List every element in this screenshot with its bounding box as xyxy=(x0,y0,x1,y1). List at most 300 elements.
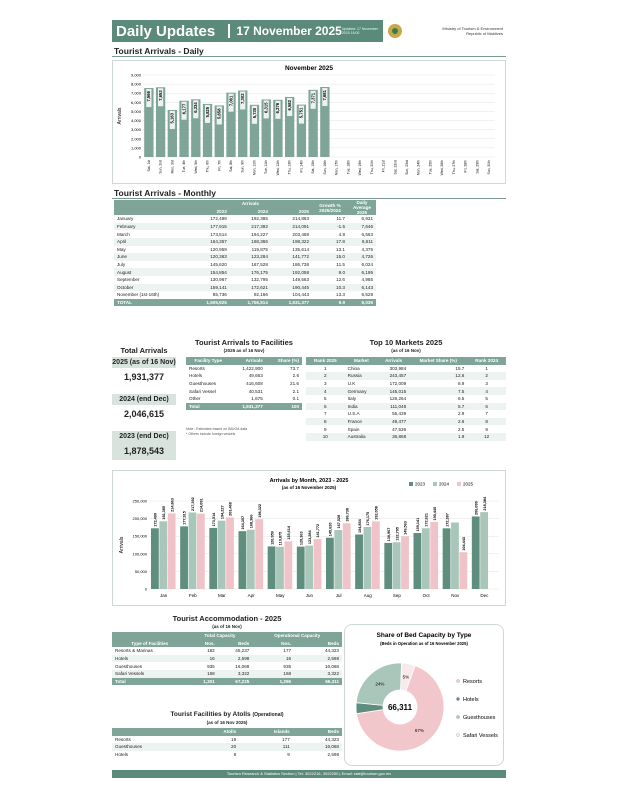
table-cell: 145,620 xyxy=(210,262,227,268)
table-cell: 6,195 xyxy=(348,268,376,276)
table-cell: 3,322 xyxy=(218,670,253,678)
data-label: 5,658 xyxy=(216,108,222,119)
table-cell: 7 xyxy=(324,411,327,417)
table-cell: 172,009 xyxy=(389,381,407,387)
table-row xyxy=(114,215,376,223)
column-header: Nos. xyxy=(252,640,294,648)
table-row xyxy=(306,395,506,403)
table-cell: 8 xyxy=(233,752,237,758)
legend-label: Guesthouses xyxy=(463,715,496,721)
monthly-chart-box xyxy=(112,470,506,606)
table-cell: 119,875 xyxy=(251,246,268,252)
x-tick-label: Sat, 15th xyxy=(311,160,316,174)
accom-title: Tourist Accommodation - 2025 xyxy=(172,614,282,623)
table-cell: 19 xyxy=(231,736,237,742)
total-label: TOTAL xyxy=(114,299,189,307)
column-header xyxy=(112,728,193,736)
table-cell: 2.1 xyxy=(292,388,299,394)
table-cell: 111 xyxy=(239,743,293,751)
market-name: China xyxy=(347,365,360,371)
table-cell: 192,058 xyxy=(271,268,312,276)
bar xyxy=(209,528,217,589)
year-header: 2023 xyxy=(189,208,230,216)
table-cell: 111,048 xyxy=(378,403,409,411)
data-label: 141,772 xyxy=(316,523,321,538)
table-cell: 172,499 xyxy=(210,216,227,222)
table-cell: 159,141 xyxy=(189,284,230,292)
chart-title: Share of Bed Capacity by Type xyxy=(376,632,472,639)
total-cell: 1,296 xyxy=(252,678,294,686)
data-label: 7,681 xyxy=(322,90,328,101)
y-tick-label: 0 xyxy=(144,586,147,592)
month-label: March xyxy=(117,231,130,237)
total-cell: 1,301 xyxy=(188,678,218,686)
x-tick-label: Fri, 7th xyxy=(217,160,222,171)
atolls-title-text: Tourist Facilities by Atolls xyxy=(170,711,251,718)
x-tick-label: Sun, 30th xyxy=(487,160,492,175)
table-row xyxy=(114,268,376,276)
facility-label: Safari Vessels xyxy=(112,670,188,678)
y-tick-label: 7,000 xyxy=(130,90,141,96)
table-cell: 4,726 xyxy=(348,253,376,261)
data-label: 7,566 xyxy=(146,91,152,102)
updated-note: Updated: 17 November 2025 16:00 xyxy=(341,27,379,35)
table-cell: 16 xyxy=(252,655,294,663)
x-tick-label: Sat, 8th xyxy=(229,160,233,172)
total-cell: 1,605,925 xyxy=(189,299,230,307)
total-cell: 6,036 xyxy=(348,299,376,307)
table-row xyxy=(114,238,376,246)
data-label: 206,099 xyxy=(474,501,479,515)
bar xyxy=(393,542,401,589)
facility-label: Hotels xyxy=(112,655,188,663)
accom-subtitle: (as of 16 Nov) xyxy=(212,624,242,629)
table-row xyxy=(114,261,376,269)
table-row xyxy=(306,387,506,395)
table-cell: 164,357 xyxy=(189,238,230,246)
table-row xyxy=(112,743,342,751)
bar xyxy=(180,526,188,589)
y-tick-label: 100,000 xyxy=(132,551,147,557)
bar xyxy=(414,533,422,589)
table-cell: 4 xyxy=(467,387,506,395)
monthly-section-title: Tourist Arrivals - Monthly xyxy=(114,188,217,198)
slice-label: 5% xyxy=(402,674,410,680)
data-label: 172,499 xyxy=(153,513,158,527)
monthly-total-row xyxy=(114,299,376,307)
column-header: Type of Facilities xyxy=(112,640,188,648)
pie-center-value: 66,311 xyxy=(387,703,413,712)
table-cell: 55,439 xyxy=(392,411,407,417)
facility-label: Guesthouses xyxy=(189,381,217,387)
column-header: Rank 2025 xyxy=(306,357,345,365)
table-row xyxy=(114,246,376,254)
table-cell: 416,608 xyxy=(246,381,263,387)
y-tick-label: 1,000 xyxy=(130,145,141,151)
data-label: 168,366 xyxy=(249,514,254,529)
data-label: 7,302 xyxy=(240,93,246,104)
data-label: 6,582 xyxy=(286,100,292,111)
data-label: 5,825 xyxy=(204,106,210,118)
table-cell: 243,457 xyxy=(378,372,409,380)
bar xyxy=(401,536,409,589)
table-row xyxy=(112,670,342,678)
table-cell: 8 xyxy=(306,418,345,426)
table-cell: 15.0 xyxy=(312,253,348,261)
month-label: January xyxy=(117,216,134,222)
table-cell: 3 xyxy=(324,381,327,387)
table-cell: 45,237 xyxy=(235,648,250,654)
table-cell: 20 xyxy=(193,743,239,751)
kpi-value: 1,878,543 xyxy=(112,442,176,460)
table-cell: 12 xyxy=(467,433,506,441)
data-label: 7,653 xyxy=(157,90,163,101)
table-cell: 6,528 xyxy=(361,292,373,298)
facilities-header-row xyxy=(186,357,302,365)
table-cell: 172,621 xyxy=(230,284,271,292)
x-tick-label: Mar xyxy=(218,593,226,598)
column-header: Share (%) xyxy=(266,357,302,365)
arrivals-group-header: Arrivals xyxy=(189,200,312,208)
month-label: November (1st-16th) xyxy=(117,292,160,298)
table-cell: 126,264 xyxy=(389,396,407,402)
markets-table xyxy=(306,357,506,441)
table-cell: 2 xyxy=(306,372,345,380)
facility-label: Safari Vessel xyxy=(189,388,216,394)
total-cell: 1,931,377 xyxy=(231,403,266,411)
x-tick-label: Jun xyxy=(305,593,314,598)
monthly-chart xyxy=(113,471,505,605)
table-cell: 13.3 xyxy=(336,292,345,298)
table-cell: 13.1 xyxy=(336,246,345,252)
bar xyxy=(268,546,276,589)
table-cell: 85,736 xyxy=(212,292,227,298)
data-label: 123,284 xyxy=(307,530,312,545)
report-date: 17 November 2025 xyxy=(236,24,342,38)
table-row xyxy=(306,365,506,373)
facilities-total-row xyxy=(186,403,302,411)
x-tick-label: Mon, 24th xyxy=(416,160,421,176)
markets-subtitle: (as of 16 Nov) xyxy=(391,348,421,353)
x-tick-label: Sat, 1st xyxy=(146,160,151,172)
total-cell: 9.9 xyxy=(312,299,348,307)
table-cell: 177 xyxy=(282,736,290,742)
x-tick-label: Jan xyxy=(159,593,168,598)
facilities-note-2: * Others include foreign vessels xyxy=(186,432,236,436)
table-cell: 132,795 xyxy=(251,277,268,283)
table-cell: 168,366 xyxy=(230,238,271,246)
column-header: Arrivals xyxy=(378,357,409,365)
bar xyxy=(226,517,234,589)
data-label: 120,959 xyxy=(270,531,275,545)
column-header: Nos. xyxy=(188,640,218,648)
table-cell: 16,068 xyxy=(235,663,250,669)
month-label: August xyxy=(114,268,189,276)
x-tick-label: Tue, 4th xyxy=(182,160,187,173)
y-tick-label: 4,000 xyxy=(130,118,141,124)
table-cell: 6,611 xyxy=(348,238,376,246)
growth-header: Growth % 2025/2024 xyxy=(312,200,348,215)
table-cell: 2.6 xyxy=(292,373,299,379)
y-axis-label: Arrivals xyxy=(119,536,125,554)
kpi-value: 1,931,377 xyxy=(123,372,165,382)
table-cell: 47,536 xyxy=(392,426,407,432)
x-tick-label: Jul xyxy=(335,593,342,598)
legend-swatch xyxy=(409,482,413,486)
table-cell: 0.1 xyxy=(292,396,299,402)
table-cell: 49,663 xyxy=(248,373,263,379)
table-cell: 21.6 xyxy=(290,381,299,387)
market-name: Germany xyxy=(345,387,378,395)
table-cell: 168 xyxy=(188,670,218,678)
table-cell: 141,772 xyxy=(271,253,312,261)
ministry-name: Ministry of Tourism & Environment xyxy=(442,25,503,31)
column-header: Facility Type xyxy=(186,357,231,365)
legend-label: 2024 xyxy=(439,481,450,487)
total-cell: 100 xyxy=(266,403,302,411)
legend-label: 2023 xyxy=(415,481,426,487)
country-name: Republic of Maldives xyxy=(466,31,503,36)
table-cell: 16,068 xyxy=(324,663,339,669)
total-label: Total xyxy=(186,403,231,411)
chart-title: Arrivals by Month, 2023 - 2025 xyxy=(269,478,349,484)
table-cell: 123,284 xyxy=(230,253,271,261)
bar xyxy=(197,514,205,589)
slice-label: 67% xyxy=(414,728,424,734)
table-cell: 168 xyxy=(252,670,294,678)
x-tick-label: Apr xyxy=(247,593,255,598)
legend-label: Resorts xyxy=(463,679,482,685)
table-cell: 7 xyxy=(485,411,488,417)
table-cell: 73.7 xyxy=(290,365,299,371)
bar xyxy=(305,546,313,589)
bar xyxy=(297,547,305,589)
data-label: 218,384 xyxy=(482,496,487,511)
bar xyxy=(151,528,159,589)
table-cell: 12.6 xyxy=(409,372,467,380)
facility-label: Other xyxy=(189,396,201,402)
market-name: Italy xyxy=(347,396,357,402)
bar xyxy=(276,547,284,589)
slice-label: 24% xyxy=(375,681,385,687)
table-cell: 10.3 xyxy=(312,284,348,292)
facility-label: Hotels xyxy=(115,752,129,758)
data-label: 6,276 xyxy=(275,102,281,114)
table-cell: 167,528 xyxy=(251,262,268,268)
x-tick-label: Nov xyxy=(451,593,460,598)
table-cell: 203,468 xyxy=(292,231,309,237)
x-tick-label: Wed, 26th xyxy=(440,160,445,176)
legend-label: Hotels xyxy=(463,697,479,703)
atolls-subtitle: (as of 16 Nov 2025) xyxy=(206,720,248,725)
data-label: 132,795 xyxy=(395,527,400,541)
table-row xyxy=(306,403,506,411)
table-cell: 6,563 xyxy=(361,231,373,237)
table-row xyxy=(186,387,302,395)
x-tick-label: Sat, 22nd xyxy=(393,160,398,175)
data-label: 173,514 xyxy=(211,512,216,527)
accom-table xyxy=(112,632,342,685)
column-header: Beds xyxy=(218,640,253,648)
facilities-title: Tourist Arrivals to Facilities xyxy=(195,338,293,347)
table-cell: 173,514 xyxy=(210,231,227,237)
bar xyxy=(343,523,351,589)
total-label: Total xyxy=(112,678,188,686)
accom-total-row xyxy=(112,678,342,686)
markets-title: Top 10 Markets 2025 xyxy=(369,338,443,347)
table-cell: 198,322 xyxy=(271,238,312,246)
data-label: 190,445 xyxy=(432,506,437,521)
x-tick-label: Fri, 14th xyxy=(299,160,304,173)
x-tick-label: Dec xyxy=(480,593,489,598)
table-row xyxy=(306,418,506,426)
table-cell: 7,646 xyxy=(348,223,376,231)
y-tick-label: 3,000 xyxy=(130,127,141,133)
bar xyxy=(314,539,322,589)
atolls-header-row xyxy=(112,728,342,736)
table-cell: 10 xyxy=(306,433,345,441)
column-header: Islands xyxy=(239,728,293,736)
data-label: 7,371 xyxy=(310,92,316,104)
x-tick-label: Feb xyxy=(188,593,197,598)
table-cell: 9 xyxy=(485,426,488,432)
daily-rule xyxy=(112,56,506,57)
bar xyxy=(355,534,363,589)
table-cell: 6.5 xyxy=(457,396,465,402)
table-cell: 1 xyxy=(324,365,327,371)
month-col xyxy=(114,200,189,208)
x-tick-label: Tue, 18th xyxy=(346,160,351,175)
kpi-value: 2,046,615 xyxy=(123,409,165,419)
table-cell: 36,868 xyxy=(378,433,409,441)
column-header: Market xyxy=(345,357,378,365)
x-tick-label: Fri, 21st xyxy=(381,160,386,173)
data-label: 172,621 xyxy=(424,513,429,527)
data-label: 154,854 xyxy=(357,519,362,533)
bar xyxy=(459,552,467,589)
table-cell: 6,143 xyxy=(348,284,376,292)
legend-dot xyxy=(456,679,459,682)
x-tick-label: Sep xyxy=(392,593,401,598)
y-axis-label: Arrivals xyxy=(117,107,123,125)
table-cell: 935 xyxy=(207,663,215,669)
data-label: 176,175 xyxy=(366,511,371,526)
table-row xyxy=(114,291,376,299)
table-cell: 6 xyxy=(306,403,345,411)
table-row xyxy=(114,223,376,231)
table-cell: 120,363 xyxy=(189,253,230,261)
table-cell: 40,531 xyxy=(248,388,263,394)
market-name: Spain xyxy=(347,426,360,432)
legend-dot xyxy=(456,697,459,700)
bar xyxy=(159,521,167,589)
page-title: Daily Updates xyxy=(116,22,216,40)
table-cell: 1,422,900 xyxy=(242,365,263,371)
table-cell: 11.7 xyxy=(336,216,345,222)
bar xyxy=(168,513,176,589)
table-row xyxy=(114,253,376,261)
header-divider xyxy=(228,24,230,38)
chart-subtitle: (Beds in Operation as of 16 November 2025) xyxy=(380,641,468,646)
ministry-block xyxy=(383,20,506,42)
table-row xyxy=(112,736,342,744)
table-cell: 935 xyxy=(283,663,292,669)
y-tick-label: 2,000 xyxy=(130,136,141,142)
year-header: 2024 xyxy=(230,208,271,216)
month-label: February xyxy=(114,223,189,231)
table-row xyxy=(306,425,506,433)
y-tick-label: 250,000 xyxy=(132,498,147,504)
data-label: 5,751 xyxy=(298,107,304,119)
table-cell: 15.7 xyxy=(455,365,465,371)
table-cell: 8.9 xyxy=(457,381,465,387)
table-row xyxy=(112,655,342,663)
data-label: 5,730 xyxy=(251,107,257,119)
table-row xyxy=(186,380,302,388)
legend-dot xyxy=(456,715,459,718)
table-row xyxy=(306,433,506,441)
table-cell: 2.6 xyxy=(409,418,467,426)
market-name: Australia xyxy=(345,433,378,441)
table-cell: 6,931 xyxy=(361,216,373,222)
bar xyxy=(364,527,372,589)
data-label: 167,528 xyxy=(336,514,341,529)
legend-swatch xyxy=(433,482,437,486)
market-name: U.K xyxy=(347,381,356,387)
table-cell: 1,675 xyxy=(251,396,263,402)
table-cell: 120,959 xyxy=(210,246,227,252)
market-name: France xyxy=(345,418,378,426)
data-label: 192,385 xyxy=(161,506,166,520)
operational-capacity-header: Operational Capacity xyxy=(252,632,342,640)
bar xyxy=(255,519,263,589)
data-label: 192,058 xyxy=(374,506,379,520)
data-label: 6,334 xyxy=(193,102,199,113)
x-tick-label: Mon, 3rd xyxy=(170,160,175,174)
data-label: 159,141 xyxy=(416,517,421,532)
facilities-note-1: Note : Estimates based on IMUGA data xyxy=(186,427,248,431)
x-tick-label: Sun, 9th xyxy=(240,160,245,173)
facility-label: Resorts xyxy=(189,365,205,371)
data-label: 130,967 xyxy=(386,527,391,542)
facility-label: Resorts xyxy=(115,736,131,742)
total-cell: 66,311 xyxy=(294,678,342,686)
table-cell: 2.9 xyxy=(457,411,465,417)
monthly-table-body xyxy=(114,215,376,299)
table-cell: 217,392 xyxy=(230,223,271,231)
x-tick-label: Fri, 28th xyxy=(463,160,468,173)
table-cell: 9 xyxy=(287,752,290,758)
year-header: 2025 xyxy=(271,208,312,216)
kpi-label: 2024 (end Dec) xyxy=(112,394,176,405)
column-header: Market Share (%) xyxy=(409,357,467,365)
column-header: Beds xyxy=(293,728,342,736)
bar xyxy=(443,528,451,589)
atolls-body xyxy=(112,736,342,759)
legend-label: Safari Vessels xyxy=(463,733,498,739)
table-cell: 5.7 xyxy=(409,403,467,411)
table-cell: -1.5 xyxy=(312,223,348,231)
x-tick-label: Sat, 29th xyxy=(475,160,480,174)
bar xyxy=(247,530,255,589)
data-label: 172,387 xyxy=(445,513,450,527)
x-tick-label: Wed, 5th xyxy=(193,160,198,174)
monthly-rule xyxy=(112,198,506,199)
accom-body xyxy=(112,647,342,677)
column-header: Beds xyxy=(294,640,342,648)
data-label: 120,363 xyxy=(299,531,304,546)
month-label: June xyxy=(114,253,189,261)
